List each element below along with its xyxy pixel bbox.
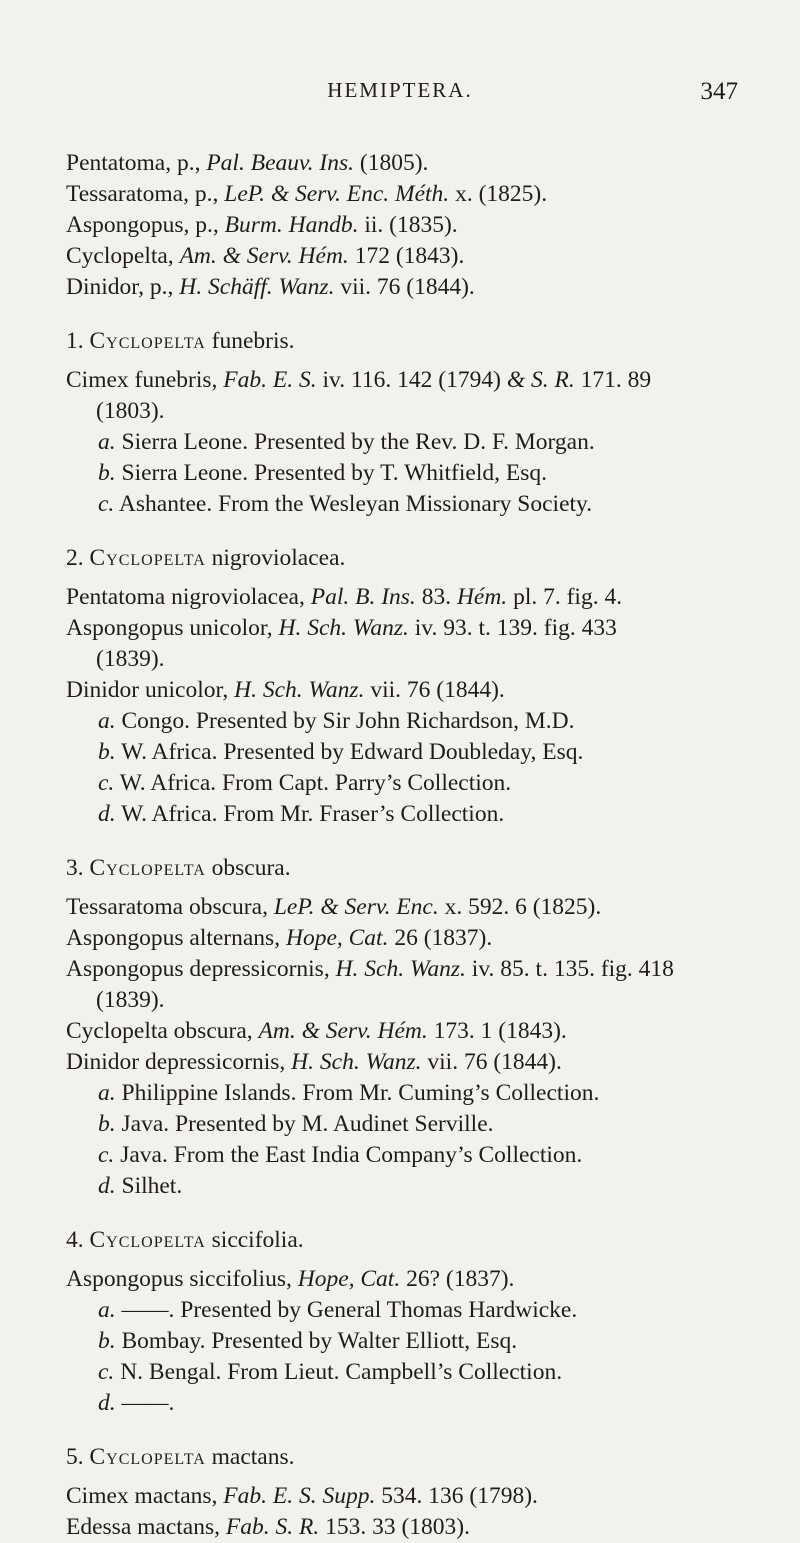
synonym-line: Aspongopus unicolor, H. Sch. Wanz. iv. 93. t. 139. fig. 433	[66, 615, 617, 641]
species-entry	[66, 1225, 766, 1419]
synonym-line: Tessaratoma obscura, LeP. & Serv. Enc. x. 592. 6 (1825).	[66, 894, 602, 920]
specimen-line: c. W. Africa. From Capt. Parry’s Collection.	[98, 770, 512, 796]
synonym-line: Cyclopelta, Am. & Serv. Hém. 172 (1843).	[66, 243, 465, 269]
catalogue-text	[66, 148, 766, 1543]
specimen-line: a. ——. Presented by General Thomas Hardwicke.	[98, 1297, 578, 1323]
synonym-continuation: (1803).	[96, 398, 165, 424]
specimen-line: a. Philippine Islands. From Mr. Cuming’s Collection.	[98, 1080, 600, 1106]
synonym-line: Cyclopelta obscura, Am. & Serv. Hém. 173. 1 (1843).	[66, 1018, 567, 1044]
synonym-line: Aspongopus depressicornis, H. Sch. Wanz. iv. 85. t. 135. fig. 418	[66, 956, 674, 982]
synonym-continuation: (1839).	[96, 646, 165, 672]
specimen-line: c. Java. From the East India Company’s Collection.	[98, 1142, 583, 1168]
synonym-line: Pentatoma, p., Pal. Beauv. Ins. (1805).	[66, 150, 429, 176]
synonym-line: Dinidor, p., H. Schäff. Wanz. vii. 76 (1844).	[66, 274, 475, 300]
species-heading: 5. Cyclopelta mactans.	[66, 1444, 295, 1470]
page-header	[0, 78, 800, 114]
synonym-line: Aspongopus alternans, Hope, Cat. 26 (1837).	[66, 925, 493, 951]
species-heading: 3. Cyclopelta obscura.	[66, 855, 291, 881]
synonym-line: Dinidor depressicornis, H. Sch. Wanz. vii. 76 (1844).	[66, 1049, 562, 1075]
species-entry	[66, 853, 766, 1202]
specimen-line: d. ——.	[98, 1390, 175, 1416]
specimen-line: a. Congo. Presented by Sir John Richardson, M.D.	[98, 708, 575, 734]
specimen-line: d. W. Africa. From Mr. Fraser’s Collection.	[98, 801, 505, 827]
specimen-line: c. Ashantee. From the Wesleyan Missionary Society.	[98, 491, 593, 517]
species-entry	[66, 1442, 766, 1543]
running-head: HEMIPTERA.	[327, 78, 473, 102]
specimen-line: b. Sierra Leone. Presented by T. Whitfield, Esq.	[98, 460, 548, 486]
species-heading: 4. Cyclopelta siccifolia.	[66, 1227, 304, 1253]
specimen-line: b. Java. Presented by M. Audinet Serville.	[98, 1111, 494, 1137]
page-number: 347	[700, 78, 738, 105]
synonym-line: Cimex mactans, Fab. E. S. Supp. 534. 136 (1798).	[66, 1483, 538, 1509]
synonym-line: Edessa mactans, Fab. S. R. 153. 33 (1803).	[66, 1514, 471, 1540]
species-heading: 2. Cyclopelta nigroviolacea.	[66, 545, 346, 571]
species-entry	[66, 326, 766, 520]
synonym-line: Aspongopus, p., Burm. Handb. ii. (1835).	[66, 212, 458, 238]
synonym-continuation: (1839).	[96, 987, 165, 1013]
specimen-line: b. Bombay. Presented by Walter Elliott, Esq.	[98, 1328, 518, 1354]
specimen-line: b. W. Africa. Presented by Edward Doubleday, Esq.	[98, 739, 584, 765]
specimen-line: a. Sierra Leone. Presented by the Rev. D. F. Morgan.	[98, 429, 595, 455]
synonym-line: Dinidor unicolor, H. Sch. Wanz. vii. 76 (1844).	[66, 677, 505, 703]
genus-synonymy	[66, 148, 766, 303]
species-entry	[66, 543, 766, 830]
synonym-line: Pentatoma nigroviolacea, Pal. B. Ins. 83. Hém. pl. 7. fig. 4.	[66, 584, 623, 610]
synonym-line: Cimex funebris, Fab. E. S. iv. 116. 142 (1794) & S. R. 171. 89	[66, 367, 652, 393]
synonym-line: Tessaratoma, p., LeP. & Serv. Enc. Méth. x. (1825).	[66, 181, 548, 207]
synonym-line: Aspongopus siccifolius, Hope, Cat. 26? (1837).	[66, 1266, 515, 1292]
species-heading: 1. Cyclopelta funebris.	[66, 328, 295, 354]
specimen-line: d. Silhet.	[98, 1173, 183, 1199]
specimen-line: c. N. Bengal. From Lieut. Campbell’s Collection.	[98, 1359, 563, 1385]
